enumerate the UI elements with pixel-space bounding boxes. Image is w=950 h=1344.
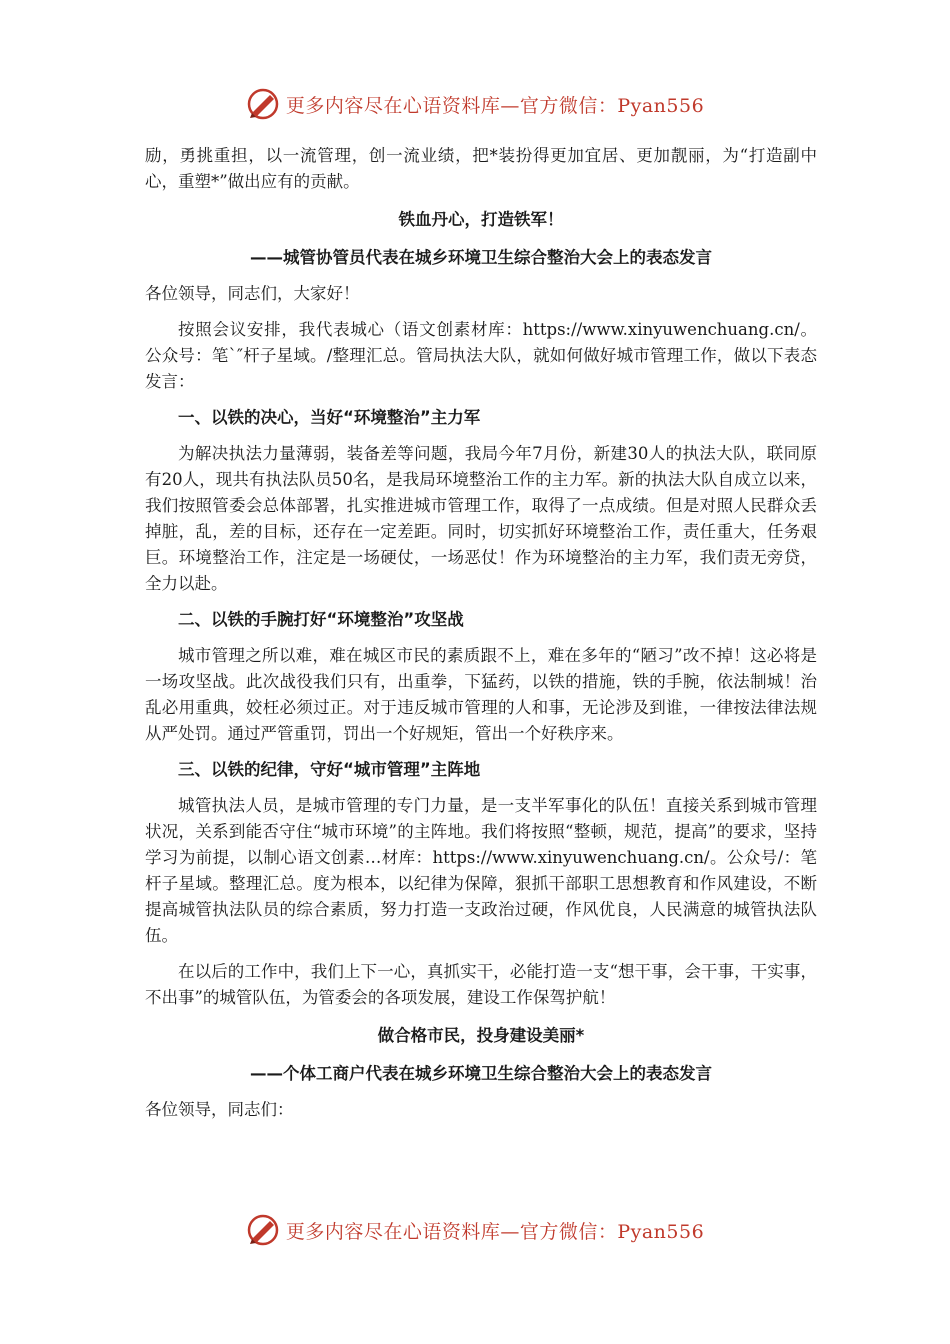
paragraph-5: 在以后的工作中，我们上下一心，真抓实干，必能打造一支“想干事，会干事，干实事，不出事”的城管队伍，为管委会的各项发展，建设工作保驾护航！ bbox=[145, 962, 817, 1007]
greeting-1: 各位领导，同志们，大家好！ bbox=[145, 284, 360, 303]
paragraph-2: 为解决执法力量薄弱，装备差等问题，我局今年7月份，新建30人的执法大队，联同原有20人，现共有执法队员50名，是我局环境整治工作的主力军。新的执法大队自成立以来，我们按照管委会总体部署，扎实推进城市管理工作，取得了一点成绩。但是对照人民群众丢掉脏，乱，差的目标，还存在一定差距。同时，切实抓好环境整治工作，责任重大，任务艰巨。环境整治工作，注定是一场硬仗，一场恶仗！作为环境整治的主力军，我们责无旁贷，全力以赴。 bbox=[145, 444, 817, 593]
speech-title-2: 做合格市民，投身建设美丽* bbox=[377, 1026, 585, 1045]
speech-subtitle-2: ——个体工商户代表在城乡环境卫生综合整治大会上的表态发言 bbox=[250, 1064, 712, 1083]
banner-text: 更多内容尽在心语资料库—官方微信：Pyan556 bbox=[285, 1220, 705, 1243]
speech-title-1: 铁血丹心，打造铁军！ bbox=[398, 210, 564, 229]
paragraph-3: 城市管理之所以难，难在城区市民的素质跟不上，难在多年的“陋习”改不掉！这必将是一场攻坚战。此次战役我们只有，出重拳，下猛药，以铁的措施，铁的手腕，依法制城！治乱必用重典，姣枉必须过正。对于违反城市管理的人和事，无论涉及到谁，一律按法律法规从严处罚。通过严管重罚，罚出一个好规矩，管出一个好秩序来。 bbox=[145, 646, 817, 743]
section-heading-2: 二、以铁的手腕打好“环境整治”攻坚战 bbox=[178, 610, 464, 629]
section-heading-3: 三、以铁的纪律，守好“城市管理”主阵地 bbox=[178, 760, 481, 779]
paragraph-1: 按照会议安排，我代表城心（语文创素材库：https://www.xinyuwenchuang.cn/。公众号：笔`″杆子星域。/整理汇总。管局执法大队，就如何做好城市管理工作，做以下表态发言： bbox=[145, 320, 817, 391]
pen-logo-icon bbox=[246, 87, 280, 121]
greeting-2: 各位领导，同志们： bbox=[145, 1100, 294, 1119]
section-heading-1: 一、以铁的决心，当好“环境整治”主力军 bbox=[178, 408, 481, 427]
footer-banner bbox=[0, 1210, 950, 1250]
paragraph-4: 城管执法人员，是城市管理的专门力量，是一支半军事化的队伍！直接关系到城市管理状况，关系到能否守住“城市环境”的主阵地。我们将按照“整顿，规范，提高”的要求，坚持学习为前提，以制心语文创素…材库：https://www.xinyuwenchuang.cn/。公众号/：笔杆子星域。整理汇总。度为根本，以纪律为保障，狠抓干部职工思想教育和作风建设，不断提高城管执法队员的综合素质，努力打造一支政治过硬，作风优良，人民满意的城管执法队伍。 bbox=[145, 796, 817, 945]
pen-logo-icon bbox=[246, 1213, 280, 1247]
document-body bbox=[145, 143, 817, 1123]
intro-paragraph: 励，勇挑重担，以一流管理，创一流业绩，把*装扮得更加宜居、更加靓丽，为“打造副中心，重塑*”做出应有的贡献。 bbox=[145, 146, 817, 191]
header-banner bbox=[0, 84, 950, 124]
speech-subtitle-1: ——城管协管员代表在城乡环境卫生综合整治大会上的表态发言 bbox=[250, 248, 712, 267]
banner-text: 更多内容尽在心语资料库—官方微信：Pyan556 bbox=[285, 94, 705, 117]
